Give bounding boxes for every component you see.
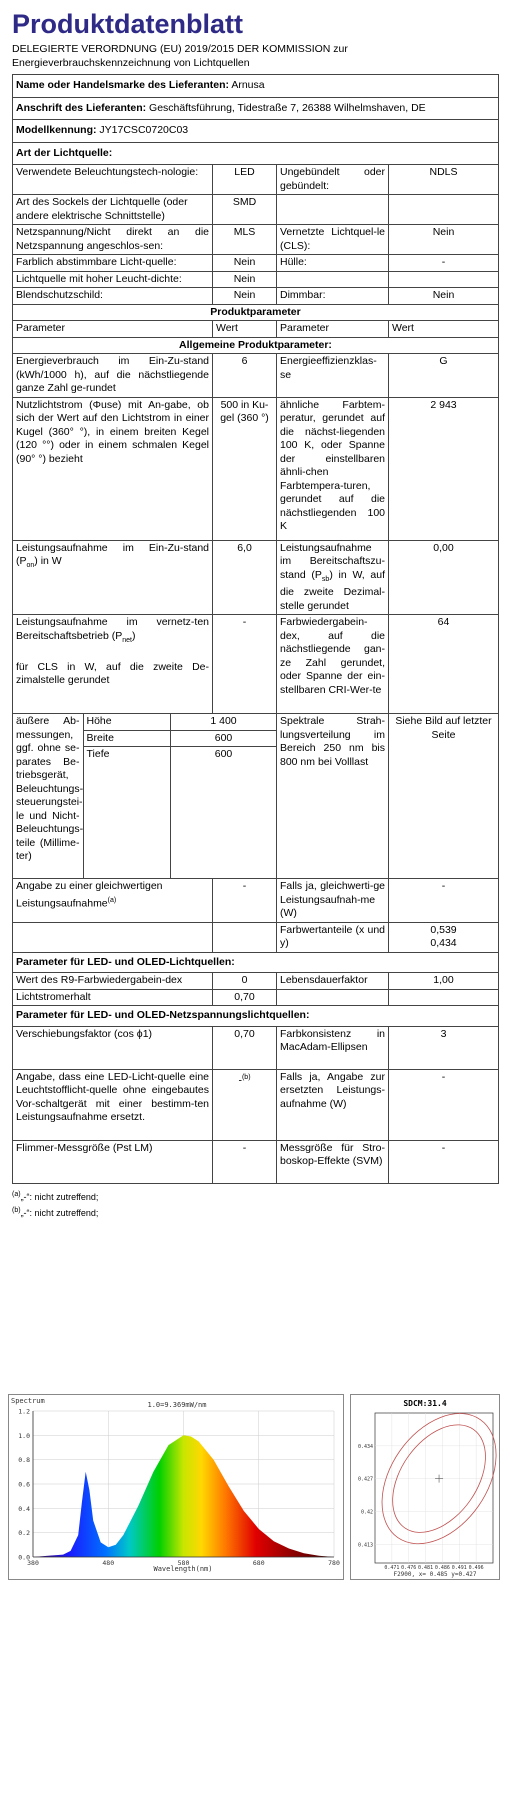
- param-value: -: [389, 879, 499, 923]
- supplier-name-row: [13, 75, 499, 98]
- param-value: 500 in Ku-gel (360 °): [213, 397, 277, 540]
- params-header: Produktparameter: [13, 304, 499, 321]
- model-row: [13, 120, 499, 143]
- params-column-row: [13, 321, 499, 338]
- spectrum-x-tick: 780: [328, 1559, 340, 1567]
- art-row: [13, 288, 499, 305]
- sdcm-title: SDCM:31.4: [403, 1399, 447, 1408]
- art-value: -: [389, 255, 499, 272]
- sdcm-chart: [350, 1394, 500, 1580]
- param-label: Nutzlichtstrom (Φuse) mit An-gabe, ob sich der Wert auf den Lichtstrom in einer Kugel (360° °), in einem breiten Kegel (120 °°) oder in einem schmalen Kegel (90° °) bezieht: [13, 397, 213, 540]
- general-header-row: [13, 337, 499, 354]
- params-header-row: [13, 304, 499, 321]
- param-value: -: [213, 615, 277, 714]
- charts: [8, 1394, 500, 1580]
- sdcm-x-tick: 0.486: [434, 1565, 450, 1571]
- param-value: Siehe Bild auf letzter Seite: [389, 714, 499, 879]
- mls-header-row: [13, 1006, 499, 1027]
- model-label: Modellkennung:: [16, 124, 97, 136]
- param-label: Farbwertanteile (x und y): [277, 922, 389, 952]
- spectrum-x-tick: 680: [252, 1559, 265, 1567]
- spectrum-area: [33, 1435, 334, 1557]
- art-value: Nein: [389, 288, 499, 305]
- datasheet: [12, 8, 498, 1220]
- param-value: 0,70: [213, 989, 277, 1006]
- sdcm-y-tick: 0.42: [360, 1509, 373, 1516]
- spectrum-y-tick: 0.6: [18, 1480, 30, 1489]
- param-row: [13, 1026, 499, 1069]
- param-row: [13, 973, 499, 990]
- art-label: Hülle:: [277, 255, 389, 272]
- param-label: äußere Ab-messungen, ggf. ohne se-parates Be-triebsgerät, Beleuchtungs-steuerungstei-le und Nicht-Beleuchtungs-teile (Millime-ter): [13, 714, 83, 878]
- art-row: [13, 255, 499, 272]
- param-label: Leistungsaufnahme im Bereitschaftszu-stand $(P_{sb})$ in W, auf die zweite Dezimal-stelle gerundet: [277, 540, 389, 615]
- sdcm-grid: [375, 1413, 493, 1563]
- art-value: Nein: [213, 255, 277, 272]
- art-value: Nein: [213, 271, 277, 288]
- sdcm-chart-svg: [351, 1395, 499, 1579]
- param-label: Angabe, dass eine LED-Licht-quelle eine Leuchtstofflicht-quelle ohne eingebautes Vor-schaltgerät mit einer bestimm-ten Leistungsaufnahme ersetzt.: [13, 1069, 213, 1140]
- param-label: Energieverbrauch im Ein-Zu-stand (kWh/1000 h), auf die nächstliegende ganze Zahl ge-rundet: [13, 354, 213, 398]
- column-header-value: Wert: [389, 321, 499, 338]
- art-row: [13, 165, 499, 195]
- param-row: [13, 879, 499, 923]
- page-title: Produktdatenblatt: [12, 9, 244, 39]
- art-label: Vernetzte Lichtquel-le (CLS):: [277, 225, 389, 255]
- dimension-values-cell: [171, 714, 277, 879]
- param-value: -$^{(b)}$: [213, 1069, 277, 1140]
- art-value: Nein: [213, 288, 277, 305]
- sdcm-y-tick: 0.413: [357, 1542, 373, 1549]
- dimension-label: Breite: [84, 731, 172, 748]
- spectrum-y-ticks: [18, 1408, 30, 1562]
- param-row: [13, 615, 499, 714]
- spectrum-y-tick: 0.2: [18, 1529, 30, 1538]
- param-row: [13, 1069, 499, 1140]
- param-label: ähnliche Farbtem-peratur, gerundet auf die nächst-liegenden 100 K, oder Spanne der einstellbaren ähnli-chen Farbtempera-turen, gerundet auf die nächstliegenden 100 K: [277, 397, 389, 540]
- art-label: Farblich abstimmbare Licht-quelle:: [13, 255, 213, 272]
- param-label: Falls ja, Angabe zur ersetzten Leistungs-aufnahme (W): [277, 1069, 389, 1140]
- param-value: 3: [389, 1026, 499, 1069]
- regulation-text: DELEGIERTE VERORDNUNG (EU) 2019/2015 DER KOMMISSION zur Energieverbrauchskennzeichnung von Lichtquellen: [12, 43, 348, 69]
- dimension-value: 1 400: [171, 714, 276, 731]
- supplier-name-value: Arnusa: [231, 79, 265, 91]
- sdcm-x-tick: 0.471: [384, 1565, 400, 1571]
- footnote-b: $^{(b)}$„-“: nicht zutreffend;: [12, 1206, 99, 1218]
- supplier-address-label: Anschrift des Lieferanten:: [16, 101, 147, 114]
- param-row: [13, 540, 499, 615]
- art-row: [13, 271, 499, 288]
- param-label: Falls ja, gleichwerti-ge Leistungsaufnah-me (W): [277, 879, 389, 923]
- param-value: 0,00: [389, 540, 499, 615]
- param-label: Leistungsaufnahme im vernetz-ten Bereitschaftsbetrieb $(P_{net})$ für CLS in W, auf die zweite De-zimalstelle gerundet: [13, 615, 213, 714]
- param-row: [13, 989, 499, 1006]
- mls-header: Parameter für LED- und OLED-Netzspannungslichtquellen:: [13, 1006, 499, 1027]
- model-value: JY17CSC0720C03: [99, 124, 189, 136]
- param-value: 1,00: [389, 973, 499, 990]
- sdcm-footer: F2900, x= 0.485 y=0.427: [393, 1571, 477, 1578]
- param-label: Angabe zu einer gleichwertigen Leistungsaufnahme$^{(a)}$: [13, 879, 213, 923]
- spectrum-title: Spectrum: [11, 1397, 45, 1405]
- dimension-label: Tiefe: [86, 748, 110, 761]
- param-label: Lichtstromerhalt: [13, 989, 213, 1006]
- param-value: 0: [213, 973, 277, 990]
- art-value: Nein: [389, 225, 499, 255]
- sdcm-y-ticks: [358, 1444, 373, 1548]
- sdcm-x-tick: 0.496: [468, 1565, 484, 1571]
- art-header-row: [13, 142, 499, 165]
- param-label: Farbkonsistenz in MacAdam-Ellipsen: [277, 1026, 389, 1069]
- column-header-parameter: Parameter: [277, 321, 389, 338]
- sdcm-x-tick: 0.491: [451, 1565, 467, 1571]
- datasheet-table: [12, 74, 499, 1184]
- spectrum-y-tick: 0.0: [18, 1553, 30, 1562]
- art-row: [13, 195, 499, 225]
- sdcm-x-tick: 0.476: [401, 1565, 417, 1571]
- param-value: 2 943: [389, 397, 499, 540]
- art-value: MLS: [213, 225, 277, 255]
- param-value: -: [389, 1140, 499, 1183]
- sdcm-x-tick: 0.481: [418, 1565, 434, 1571]
- spectrum-y-tick: 1.2: [18, 1407, 30, 1416]
- param-label: Wert des R9-Farbwiedergabein-dex: [13, 973, 213, 990]
- dimension-value: 600: [214, 748, 233, 761]
- art-value: NDLS: [389, 165, 499, 195]
- spectrum-chart: [8, 1394, 344, 1580]
- spectrum-xlabel: Wavelength(nm): [153, 1565, 213, 1573]
- sdcm-center-mark: [435, 1475, 443, 1483]
- spectrum-y-tick: 0.4: [18, 1504, 30, 1513]
- art-label: Netzspannung/Nicht direkt an die Netzspannung angeschlos-sen:: [13, 225, 213, 255]
- art-label: Blendschutzschild:: [13, 288, 213, 305]
- footnote-a: $^{(a)}$„-“: nicht zutreffend;: [12, 1190, 99, 1202]
- dimensions-cell: [13, 714, 171, 879]
- macadam-ellipse-outer: [358, 1395, 499, 1565]
- dimension-value: 600: [171, 731, 276, 748]
- art-label: Ungebündelt oder gebündelt:: [277, 165, 389, 195]
- spectrum-subtitle: 1.0=9.369mW/nm: [147, 1401, 207, 1409]
- param-row: [13, 354, 499, 398]
- param-value: -: [213, 879, 277, 923]
- param-label: Spektrale Strah-lungsverteilung im Bereich 250 nm bis 800 nm bei Volllast: [277, 714, 389, 879]
- led-header: Parameter für LED- und OLED-Lichtquellen:: [13, 952, 499, 973]
- sdcm-y-tick: 0.427: [357, 1476, 373, 1483]
- art-label: Dimmbar:: [277, 288, 389, 305]
- param-row: [13, 397, 499, 540]
- art-label: Art des Sockels der Lichtquelle (oder andere elektrische Schnittstelle): [13, 195, 213, 225]
- dimension-label: Höhe: [84, 714, 172, 731]
- param-label: Energieeffizienzklas-se: [277, 354, 389, 398]
- supplier-address-row: [13, 97, 499, 120]
- param-value: 0,70: [213, 1026, 277, 1069]
- spectrum-chart-svg: [9, 1395, 343, 1579]
- sdcm-y-tick: 0.434: [357, 1443, 373, 1450]
- general-header: Allgemeine Produktparameter:: [13, 337, 499, 354]
- param-label: Flimmer-Messgröße (Pst LM): [13, 1140, 213, 1183]
- art-label: Verwendete Beleuchtungstech-nologie:: [13, 165, 213, 195]
- supplier-address-value: Geschäftsführung, Tidestraße 7, 26388 Wilhelmshaven, DE: [149, 101, 426, 114]
- param-value: G: [389, 354, 499, 398]
- param-value: -: [213, 1140, 277, 1183]
- param-value: -: [389, 1069, 499, 1140]
- param-value: 6: [213, 354, 277, 398]
- param-label: Farbwiedergabein-dex, auf die nächstliegende gan-ze Zahl gerundet, oder Spanne der ein-stellbaren CRI-Wer-te: [277, 615, 389, 714]
- param-row: [13, 922, 499, 952]
- param-value: 6,0: [213, 540, 277, 615]
- art-value: LED: [213, 165, 277, 195]
- footnotes: [12, 1188, 498, 1220]
- param-label: Lebensdauerfaktor: [277, 973, 389, 990]
- led-header-row: [13, 952, 499, 973]
- param-value: 0,539 0,434: [389, 922, 499, 952]
- param-label: Messgröße für Stro-boskop-Effekte (SVM): [277, 1140, 389, 1183]
- art-label: Lichtquelle mit hoher Leucht-dichte:: [13, 271, 213, 288]
- spectrum-x-tick: 480: [102, 1559, 115, 1567]
- art-value: SMD: [213, 195, 277, 225]
- spectrum-y-tick: 1.0: [18, 1431, 30, 1440]
- param-label: Leistungsaufnahme im Ein-Zu-stand $(P_{on})$ in W: [13, 540, 213, 615]
- spectrum-x-tick: 580: [177, 1559, 190, 1567]
- column-header-parameter: Parameter: [13, 321, 213, 338]
- column-header-value: Wert: [213, 321, 277, 338]
- spectrum-y-tick: 0.8: [18, 1456, 30, 1465]
- spectrum-x-tick: 380: [27, 1559, 39, 1567]
- supplier-name-label: Name oder Handelsmarke des Lieferanten:: [16, 79, 229, 91]
- param-value: 64: [389, 615, 499, 714]
- sdcm-frame: [375, 1413, 493, 1563]
- param-row: [13, 1140, 499, 1183]
- art-row: [13, 225, 499, 255]
- art-header: Art der Lichtquelle:: [13, 142, 499, 165]
- param-label: Verschiebungsfaktor (cos ϕ1): [13, 1026, 213, 1069]
